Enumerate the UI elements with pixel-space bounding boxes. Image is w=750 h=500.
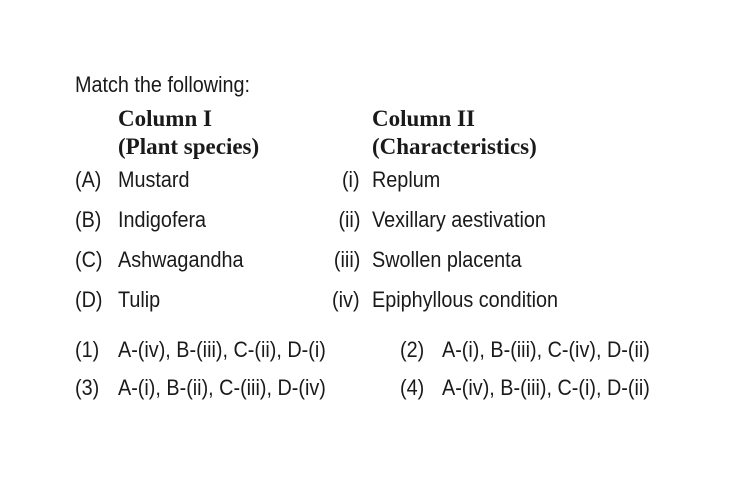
option-4-number: (4) [400,375,425,400]
option-1-text: A-(iv), B-(iii), C-(ii), D-(i) [118,337,326,362]
characteristic-iii: Swollen placenta [372,247,522,272]
row-label-i: (i) [342,167,360,192]
characteristic-ii: Vexillary aestivation [372,207,546,232]
row-label-d: (D) [75,287,103,312]
plant-species-a: Mustard [118,167,190,192]
option-3-number: (3) [75,375,100,400]
column-2-subtitle: (Characteristics) [372,134,537,159]
row-label-iii: (iii) [333,247,360,272]
option-1-number: (1) [75,337,100,362]
row-label-ii: (ii) [338,207,360,232]
row-label-b: (B) [75,207,102,232]
plant-species-b: Indigofera [118,207,207,232]
row-label-a: (A) [75,167,102,192]
characteristic-i: Replum [372,167,441,192]
column-1-title: Column I [118,106,212,131]
characteristic-iv: Epiphyllous condition [372,287,559,312]
option-2-number: (2) [400,337,425,362]
question-prompt: Match the following: [75,72,250,97]
column-1-subtitle: (Plant species) [118,134,260,159]
option-3-text: A-(i), B-(ii), C-(iii), D-(iv) [118,375,326,400]
row-label-iv: (iv) [332,287,360,312]
plant-species-d: Tulip [118,287,161,312]
column-2-title: Column II [372,106,475,131]
option-2-text: A-(i), B-(iii), C-(iv), D-(ii) [442,337,650,362]
option-4-text: A-(iv), B-(iii), C-(i), D-(ii) [442,375,650,400]
row-label-c: (C) [75,247,103,272]
plant-species-c: Ashwagandha [118,247,244,272]
